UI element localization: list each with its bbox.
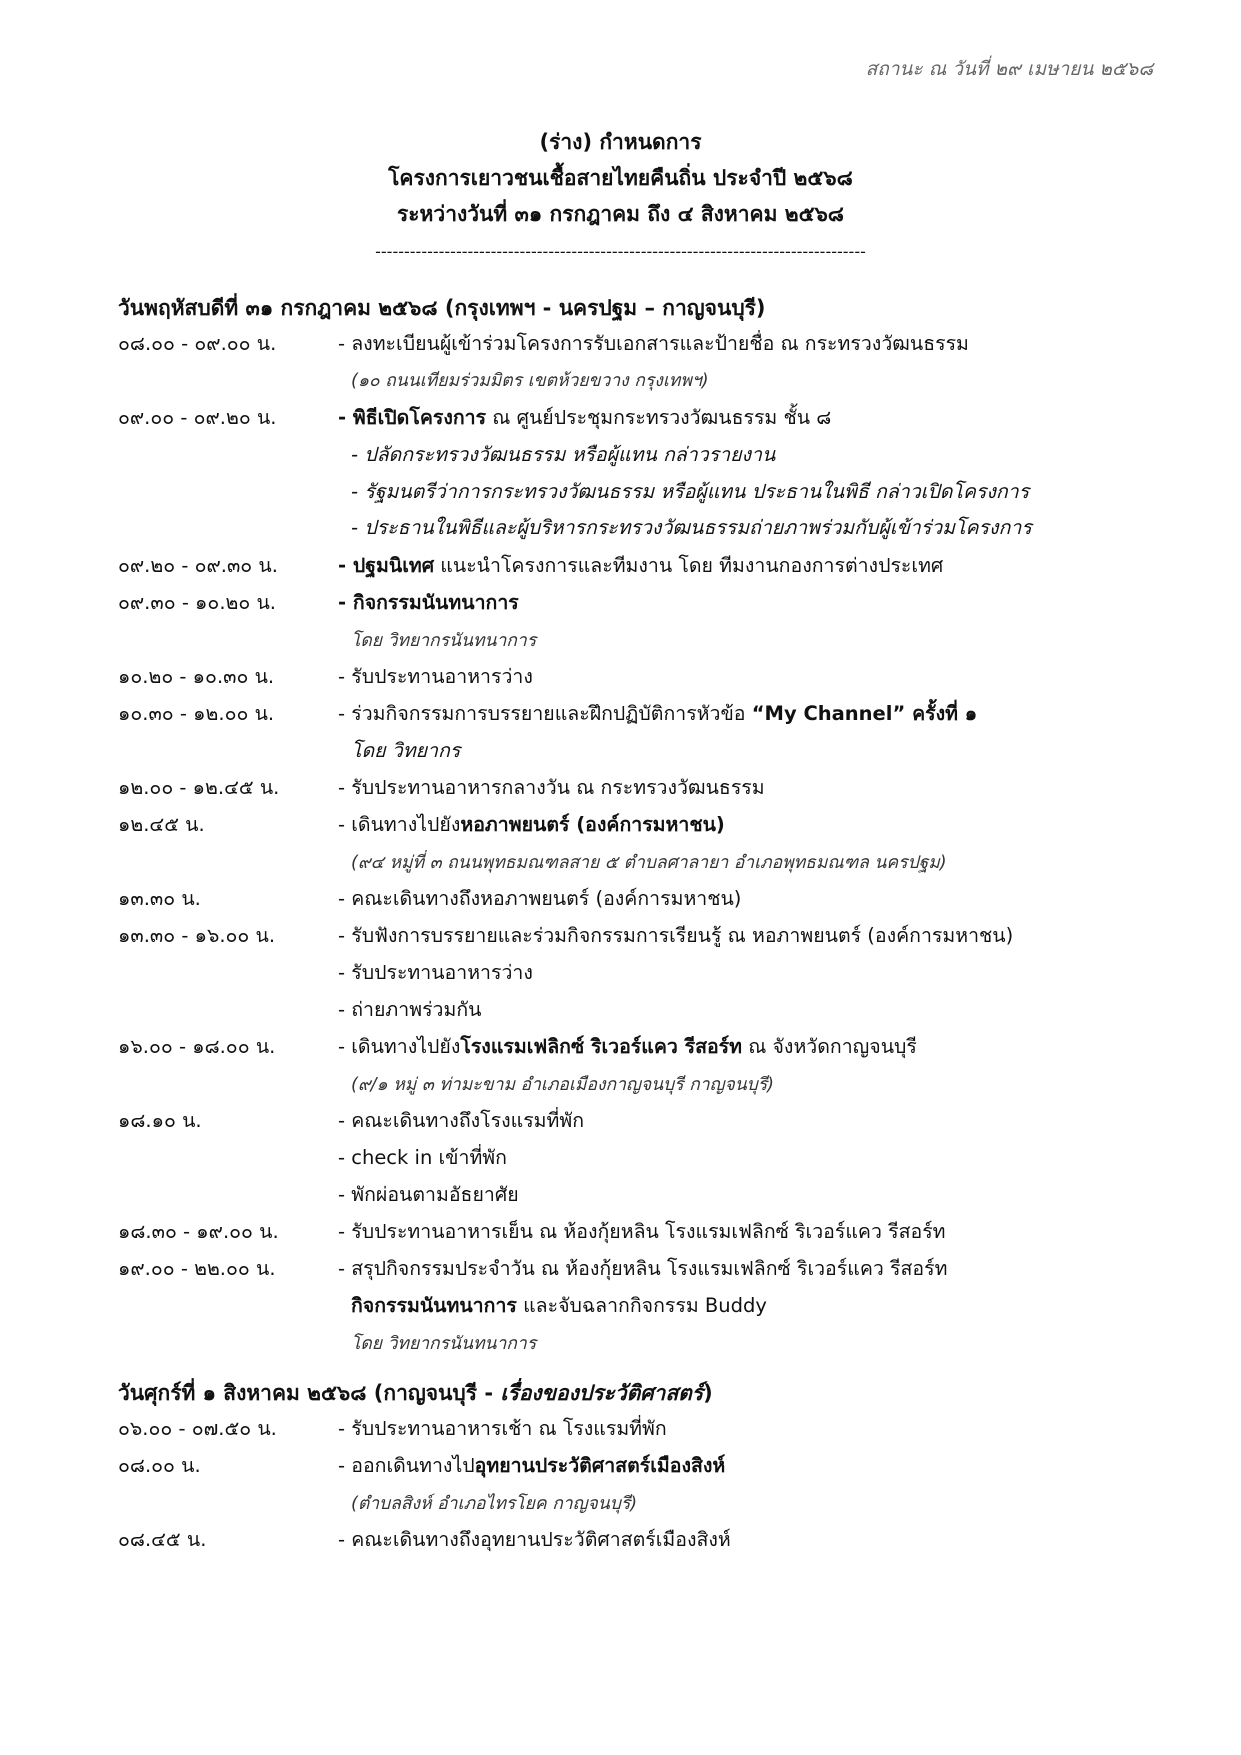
schedule-text xyxy=(338,1031,917,1062)
schedule-text-tail: ณ ศูนย์ประชุมกระทรวงวัฒนธรรม ชั้น ๘ xyxy=(486,406,832,429)
schedule-italic-text: - ปลัดกระทรวงวัฒนธรรม หรือผู้แทน กล่าวรายงาน xyxy=(351,443,776,466)
schedule-note xyxy=(0,848,1241,884)
schedule-text-head: - เดินทางไปยัง xyxy=(338,813,461,836)
schedule-time: ๐๘.๐๐ - ๐๙.๐๐ น. xyxy=(118,332,277,355)
schedule-row xyxy=(0,1253,1241,1289)
schedule-bold-text: อุทยานประวัติศาสตร์เมืองสิงห์ xyxy=(474,1454,726,1477)
schedule-row xyxy=(0,883,1241,919)
schedule-note-text: โดย วิทยากรนันทนาการ xyxy=(351,1334,537,1354)
schedule-note-text: (ตำบลสิงห์ อำเภอไทรโยค กาญจนบุรี) xyxy=(351,1494,638,1514)
schedule-bold-text: “My Channel” ครั้งที่ ๑ xyxy=(751,702,978,725)
schedule-text: - รับฟังการบรรยายและร่วมกิจกรรมการเรียนรู้ ณ หอภาพยนตร์ (องค์การมหาชน) xyxy=(338,924,1014,947)
day2-heading-theme: เรื่องของประวัติศาสตร์ xyxy=(500,1381,704,1405)
schedule-time: ๐๙.๐๐ - ๐๙.๒๐ น. xyxy=(118,406,277,429)
schedule-text-head: - เดินทางไปยัง xyxy=(338,1035,461,1058)
schedule-text-head: - ร่วมกิจกรรมการบรรยายและฝึกปฏิบัติการหัวข้อ xyxy=(338,702,752,725)
schedule-italic-text: - ประธานในพิธีและผู้บริหารกระทรวงวัฒนธรรมถ่ายภาพร่วมกับผู้เข้าร่วมโครงการ xyxy=(351,516,1032,539)
day2-heading-end: ) xyxy=(703,1381,713,1405)
title-divider: ------------------------------------------------------------------------------------- xyxy=(375,242,866,261)
schedule-text: - คณะเดินทางถึงหอภาพยนตร์ (องค์การมหาชน) xyxy=(338,887,742,910)
schedule-text-tail: ณ จังหวัดกาญจนบุรี xyxy=(742,1035,917,1058)
schedule-text: - check in เข้าที่พัก xyxy=(338,1146,507,1169)
schedule-text xyxy=(338,1450,725,1481)
schedule-time: ๑๓.๓๐ น. xyxy=(118,887,201,910)
schedule-text: - คณะเดินทางถึงโรงแรมที่พัก xyxy=(338,1109,585,1132)
document-status-note: สถานะ ณ วันที่ ๒๙ เมษายน ๒๕๖๘ xyxy=(865,58,1153,80)
day2-heading xyxy=(118,1377,713,1410)
schedule-text-head: - ออกเดินทางไป xyxy=(338,1454,475,1477)
schedule-bold-text: - พิธีเปิดโครงการ xyxy=(338,406,487,429)
schedule-time: ๐๖.๐๐ - ๐๗.๕๐ น. xyxy=(118,1417,277,1440)
schedule-text: - รับประทานอาหารเย็น ณ ห้องกุ้ยหลิน โรงแรมเฟลิกซ์ ริเวอร์แคว รีสอร์ท xyxy=(338,1220,946,1243)
schedule-time: ๑๐.๓๐ - ๑๒.๐๐ น. xyxy=(118,702,275,725)
schedule-time: ๑๘.๓๐ - ๑๙.๐๐ น. xyxy=(118,1220,279,1243)
schedule-row xyxy=(0,512,1241,548)
document-title-dates: ระหว่างวันที่ ๓๑ กรกฎาคม ถึง ๔ สิงหาคม ๒๕๖๘ xyxy=(397,202,844,226)
schedule-row xyxy=(0,1413,1241,1449)
day1-heading: วันพฤหัสบดีที่ ๓๑ กรกฎาคม ๒๕๖๘ (กรุงเทพฯ - นครปฐม – กาญจนบุรี) xyxy=(118,296,766,320)
schedule-text: - รับประทานอาหารกลางวัน ณ กระทรวงวัฒนธรรม xyxy=(338,776,765,799)
schedule-bold-text: กิจกรรมนันทนาการ xyxy=(351,1294,517,1317)
schedule-row xyxy=(0,1031,1241,1067)
schedule-row xyxy=(0,920,1241,956)
schedule-row xyxy=(0,1524,1241,1560)
schedule-row xyxy=(0,661,1241,697)
schedule-text: - รับประทานอาหารเช้า ณ โรงแรมที่พัก xyxy=(338,1417,667,1440)
schedule-time: ๐๙.๒๐ - ๐๙.๓๐ น. xyxy=(118,554,278,577)
schedule-row xyxy=(0,587,1241,623)
schedule-bold-text: โรงแรมเฟลิกซ์ ริเวอร์แคว รีสอร์ท xyxy=(460,1035,743,1058)
schedule-time: ๑๐.๒๐ - ๑๐.๓๐ น. xyxy=(118,665,275,688)
schedule-text: - พักผ่อนตามอัธยาศัย xyxy=(338,1183,519,1206)
schedule-time: ๑๒.๐๐ - ๑๒.๔๕ น. xyxy=(118,776,280,799)
schedule-row xyxy=(0,957,1241,993)
schedule-note-text: โดย วิทยากรนันทนาการ xyxy=(351,631,537,651)
schedule-text xyxy=(338,698,977,729)
schedule-row xyxy=(0,439,1241,475)
schedule-row xyxy=(0,1179,1241,1215)
schedule-row xyxy=(0,1142,1241,1178)
schedule-text xyxy=(338,809,725,840)
document-title-draft: (ร่าง) กำหนดการ xyxy=(539,130,702,154)
schedule-note xyxy=(0,1329,1241,1365)
schedule-bold-text: - ปฐมนิเทศ xyxy=(338,554,435,577)
schedule-bold-text: หอภาพยนตร์ (องค์การมหาชน) xyxy=(460,813,725,836)
schedule-text: - สรุปกิจกรรมประจำวัน ณ ห้องกุ้ยหลิน โรงแรมเฟลิกซ์ ริเวอร์แคว รีสอร์ท xyxy=(338,1257,948,1280)
schedule-text: - ถ่ายภาพร่วมกัน xyxy=(338,998,482,1021)
schedule-time: ๑๓.๓๐ - ๑๖.๐๐ น. xyxy=(118,924,276,947)
schedule-time: ๑๒.๔๕ น. xyxy=(118,813,205,836)
schedule-row xyxy=(0,698,1241,734)
schedule-row xyxy=(0,328,1241,364)
schedule-row xyxy=(0,550,1241,586)
schedule-italic-text: โดย วิทยากร xyxy=(351,739,461,762)
schedule-text: - คณะเดินทางถึงอุทยานประวัติศาสตร์เมืองสิงห์ xyxy=(338,1528,731,1551)
schedule-text xyxy=(338,402,831,433)
schedule-text-tail: แนะนำโครงการและทีมงาน โดย ทีมงานกองการต่างประเทศ xyxy=(434,554,944,577)
schedule-note-text: (๙/๑ หมู่ ๓ ท่ามะขาม อำเภอเมืองกาญจนบุรี กาญจนบุรี) xyxy=(351,1075,774,1095)
schedule-row xyxy=(0,476,1241,512)
schedule-text-tail: และจับฉลากกิจกรรม Buddy xyxy=(516,1294,767,1317)
schedule-row xyxy=(0,1290,1241,1326)
day2-heading-text: วันศุกร์ที่ ๑ สิงหาคม ๒๕๖๘ (กาญจนบุรี - xyxy=(118,1381,501,1405)
schedule-row xyxy=(0,994,1241,1030)
schedule-note xyxy=(0,366,1241,402)
schedule-time: ๑๖.๐๐ - ๑๘.๐๐ น. xyxy=(118,1035,276,1058)
schedule-text: - ลงทะเบียนผู้เข้าร่วมโครงการรับเอกสารและป้ายชื่อ ณ กระทรวงวัฒนธรรม xyxy=(338,332,969,355)
schedule-row xyxy=(0,735,1241,771)
schedule-time: ๑๙.๐๐ - ๒๒.๐๐ น. xyxy=(118,1257,276,1280)
schedule-row xyxy=(0,1216,1241,1252)
schedule-text: - รับประทานอาหารว่าง xyxy=(338,665,533,688)
schedule-row xyxy=(0,809,1241,845)
document-title-project: โครงการเยาวชนเชื้อสายไทยคืนถิ่น ประจำปี ๒๕๖๘ xyxy=(388,166,853,190)
schedule-note-text: (๑๐ ถนนเทียมร่วมมิตร เขตห้วยขวาง กรุงเทพฯ) xyxy=(351,371,709,391)
schedule-bold-text: - กิจกรรมนันทนาการ xyxy=(338,591,519,614)
schedule-time: ๑๘.๑๐ น. xyxy=(118,1109,202,1132)
schedule-text: - รับประทานอาหารว่าง xyxy=(338,961,533,984)
schedule-note-text: (๙๔ หมู่ที่ ๓ ถนนพุทธมณฑลสาย ๕ ตำบลศาลายา อำเภอพุทธมณฑล นครปฐม) xyxy=(351,853,947,873)
schedule-row xyxy=(0,1105,1241,1141)
schedule-italic-text: - รัฐมนตรีว่าการกระทรวงวัฒนธรรม หรือผู้แทน ประธานในพิธี กล่าวเปิดโครงการ xyxy=(351,480,1030,503)
schedule-row xyxy=(0,1450,1241,1486)
schedule-text xyxy=(338,550,943,581)
schedule-note xyxy=(0,1489,1241,1525)
schedule-text xyxy=(351,1290,767,1321)
schedule-time: ๐๙.๓๐ - ๑๐.๒๐ น. xyxy=(118,591,277,614)
schedule-row xyxy=(0,772,1241,808)
schedule-note xyxy=(0,626,1241,662)
schedule-time: ๐๘.๐๐ น. xyxy=(118,1454,201,1477)
schedule-note xyxy=(0,1070,1241,1106)
schedule-row xyxy=(0,402,1241,438)
schedule-time: ๐๘.๔๕ น. xyxy=(118,1528,207,1551)
